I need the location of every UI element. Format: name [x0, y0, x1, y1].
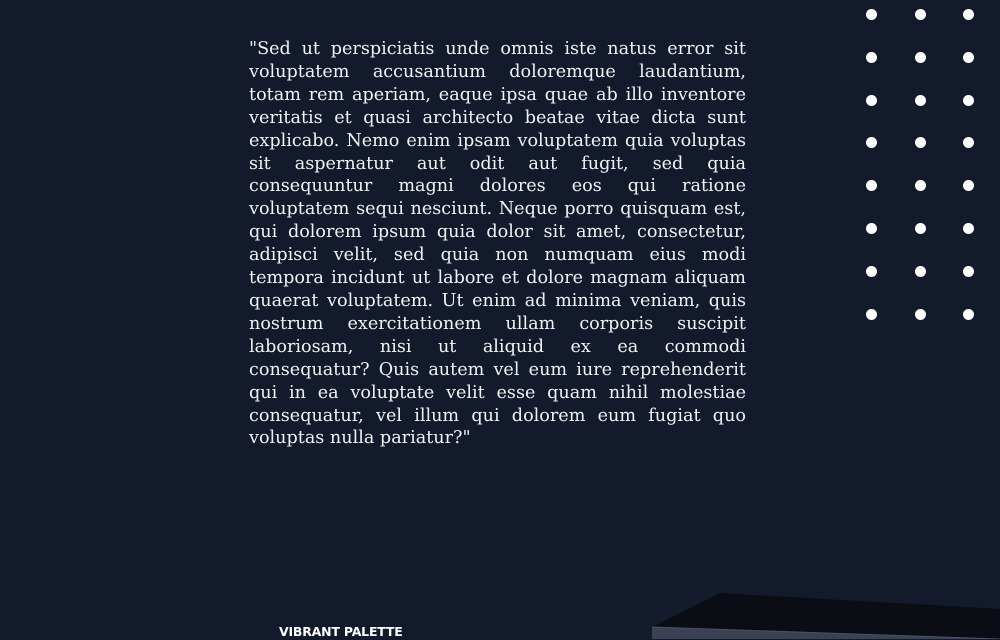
dot	[963, 180, 974, 191]
dot	[866, 9, 877, 20]
footer-label: VIBRANT PALETTE	[279, 624, 403, 639]
dot	[915, 223, 926, 234]
dot-grid-decoration	[866, 9, 978, 325]
dot	[963, 95, 974, 106]
dot	[915, 9, 926, 20]
dot	[915, 180, 926, 191]
dot	[866, 309, 877, 320]
dot	[915, 137, 926, 148]
dot	[866, 223, 877, 234]
dot	[915, 266, 926, 277]
dot	[963, 223, 974, 234]
dot	[866, 180, 877, 191]
dot	[915, 309, 926, 320]
dot	[866, 52, 877, 63]
dot	[866, 266, 877, 277]
dot	[866, 95, 877, 106]
dot	[963, 266, 974, 277]
dot	[915, 95, 926, 106]
dot	[963, 137, 974, 148]
dot	[866, 137, 877, 148]
dot	[915, 52, 926, 63]
quote-text: "Sed ut perspiciatis unde omnis iste natus error sit voluptatem accusantium doloremque laudantium, totam rem aperiam, eaque ipsa quae ab illo inventore veritatis et quasi architecto beatae vitae dicta sunt explicabo. Nemo enim ipsam voluptatem quia voluptas sit aspernatur aut odit aut fugit, sed quia consequuntur magni dolores eos qui ratione voluptatem sequi nesciunt. Neque porro quisquam est, qui dolorem ipsum quia dolor sit amet, consectetur, adipisci velit, sed quia non numquam eius modi tempora incidunt ut labore et dolore magnam aliquam quaerat voluptatem. Ut enim ad minima veniam, quis nostrum exercitationem ullam corporis suscipit laboriosam, nisi ut aliquid ex ea commodi consequatur? Quis autem vel eum iure reprehenderit qui in ea voluptate velit esse quam nihil molestiae consequatur, vel illum qui dolorem eum fugiat quo voluptas nulla pariatur?"	[249, 39, 746, 449]
device-corner-image	[640, 585, 1000, 639]
dot	[963, 52, 974, 63]
dot	[963, 309, 974, 320]
dot	[963, 9, 974, 20]
